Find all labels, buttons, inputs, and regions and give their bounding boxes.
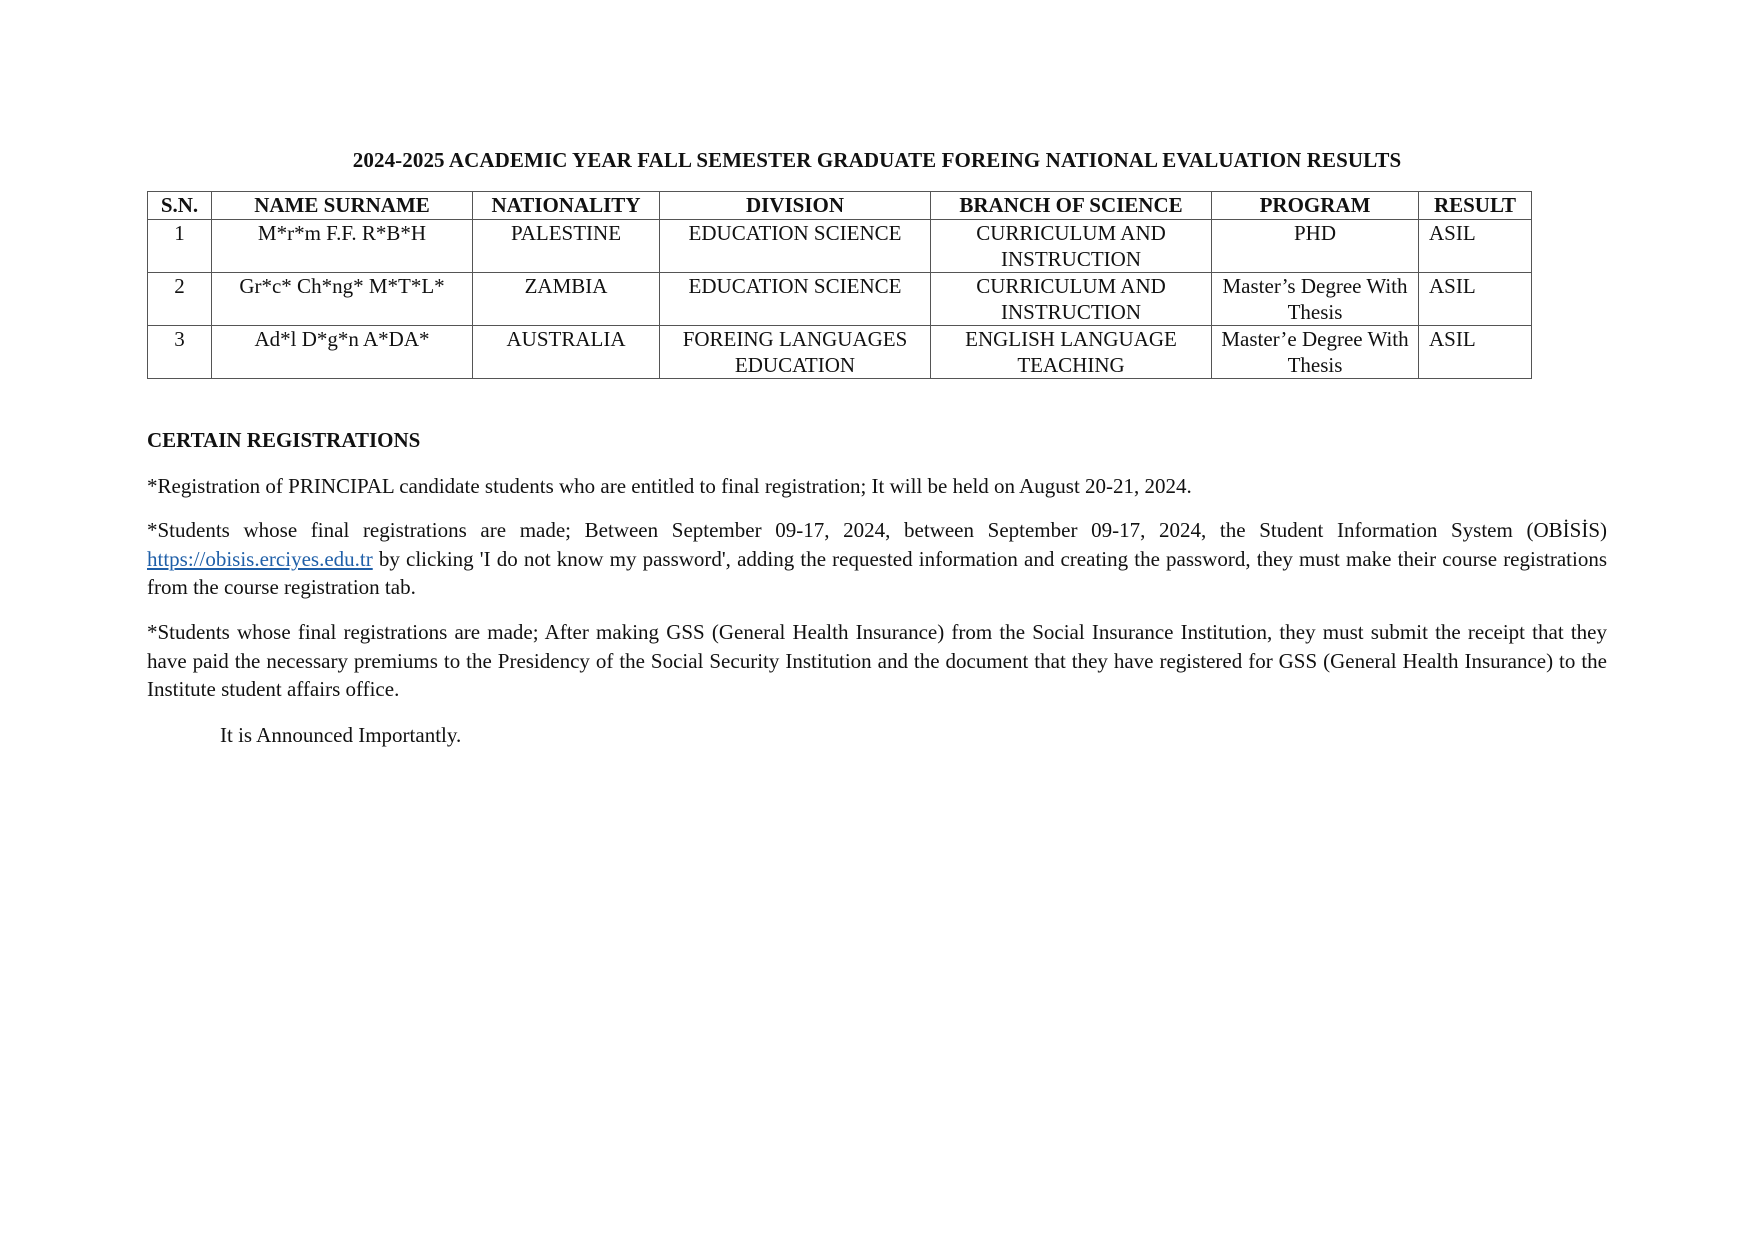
cell-nationality: ZAMBIA: [473, 273, 660, 326]
cell-program: Master’s Degree With Thesis: [1212, 273, 1419, 326]
cell-result: ASIL: [1419, 273, 1532, 326]
section-heading-registrations: CERTAIN REGISTRATIONS: [147, 428, 421, 452]
cell-nationality: PALESTINE: [473, 220, 660, 273]
paragraph-principal-registration: *Registration of PRINCIPAL candidate students who are entitled to final registration; It will be held on August 20-21, 2024.: [147, 474, 1192, 498]
document-title: 2024-2025 ACADEMIC YEAR FALL SEMESTER GRADUATE FOREING NATIONAL EVALUATION RESULTS: [352, 148, 1402, 172]
header-result: RESULT: [1419, 192, 1532, 220]
table-header-row: [148, 192, 1532, 220]
cell-division: EDUCATION SCIENCE: [660, 273, 931, 326]
cell-sn: 1: [148, 220, 212, 273]
table-row: [148, 326, 1532, 379]
cell-result: ASIL: [1419, 220, 1532, 273]
cell-nationality: AUSTRALIA: [473, 326, 660, 379]
header-division: DIVISION: [660, 192, 931, 220]
cell-name: Ad*l D*g*n A*DA*: [212, 326, 473, 379]
results-table: [147, 191, 1532, 379]
cell-division: EDUCATION SCIENCE: [660, 220, 931, 273]
cell-result: ASIL: [1419, 326, 1532, 379]
paragraph-text-after-link: by clicking 'I do not know my password', adding the requested information and creating the password, they must make their course registrations from the course registration tab.: [147, 546, 1607, 599]
obisis-link[interactable]: https://obisis.erciyes.edu.tr: [147, 546, 373, 571]
cell-name: M*r*m F.F. R*B*H: [212, 220, 473, 273]
table-row: [148, 273, 1532, 326]
paragraph-text-before-link: *Students whose final registrations are made; Between September 09-17, 2024, between September 09-17, 2024, the Student Information System (OBİSİS): [147, 518, 1607, 542]
header-program: PROGRAM: [1212, 192, 1419, 220]
cell-name: Gr*c* Ch*ng* M*T*L*: [212, 273, 473, 326]
closing-announcement: It is Announced Importantly.: [220, 723, 462, 747]
paragraph-obisis-registration: [147, 516, 1607, 602]
cell-program: Master’e Degree With Thesis: [1212, 326, 1419, 379]
cell-branch: ENGLISH LANGUAGE TEACHING: [931, 326, 1212, 379]
cell-branch: CURRICULUM AND INSTRUCTION: [931, 220, 1212, 273]
paragraph-gss-insurance: *Students whose final registrations are made; After making GSS (General Health Insurance) from the Social Insurance Institution, they must submit the receipt that they have paid the necessary premiums to the Presidency of the Social Security Institution and the document that they have registered for GSS (General Health Insurance) to the Institute student affairs office.: [147, 620, 1607, 701]
header-sn: S.N.: [148, 192, 212, 220]
cell-program: PHD: [1212, 220, 1419, 273]
header-branch-of-science: BRANCH OF SCIENCE: [931, 192, 1212, 220]
cell-sn: 2: [148, 273, 212, 326]
header-name-surname: NAME SURNAME: [212, 192, 473, 220]
cell-branch: CURRICULUM AND INSTRUCTION: [931, 273, 1212, 326]
cell-division: FOREING LANGUAGES EDUCATION: [660, 326, 931, 379]
header-nationality: NATIONALITY: [473, 192, 660, 220]
table-row: [148, 220, 1532, 273]
cell-sn: 3: [148, 326, 212, 379]
